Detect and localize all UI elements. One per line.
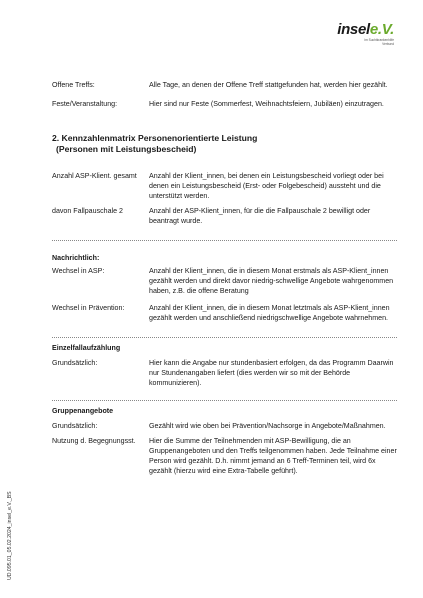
definition-text: Hier die Summe der Teilnehmenden mit ASP-Bewilligung, die an Gruppenangeboten und den Treffs teilgenommen haben. Jede Teilnahme einer Person wird gezählt. D.h. nimmt jemand an 6 Treff-Terminen teil, wird 6x gezählt (hierzu wird eine Extra-Tabelle geführt). — [149, 437, 397, 475]
gruppen-heading: Gruppenangebote — [52, 407, 114, 415]
definition-text: Gezählt wird wie oben bei Prävention/Nachsorge in Angebote/Maßnahmen. — [149, 422, 386, 430]
logo-word-insel: insel — [337, 21, 370, 38]
definition-label: Grundsätzlich: — [52, 422, 98, 430]
definition-row-wechsel-praevention — [52, 303, 397, 323]
nachrichtlich-heading: Nachrichtlich: — [52, 254, 100, 262]
definition-row-begegnungsstaette — [52, 436, 397, 476]
document-body — [52, 80, 397, 476]
document-code-side-text: UD.095.01_05.02.2024_insel_e.V._BS — [7, 491, 13, 580]
definition-row-offene-treffs — [52, 80, 397, 90]
section-2-title-line1: 2. Kennzahlenmatrix Personenorientierte Leistung — [52, 133, 258, 143]
insel-logo — [334, 22, 394, 48]
section-2-title — [52, 133, 397, 155]
definition-row-feste — [52, 99, 397, 109]
definition-label: davon Fallpauschale 2 — [52, 207, 123, 215]
definition-text: Anzahl der Klient_innen, die in diesem Monat letztmals als ASP-Klient_innen gezählt werden und anschließend niedrigschwellige Angebote wahrnehmen. — [149, 304, 390, 322]
definition-row-wechsel-asp — [52, 266, 397, 296]
definition-label: Offene Treffs: — [52, 81, 95, 89]
definition-label: Anzahl ASP-Klient. gesamt — [52, 172, 137, 180]
definition-row-fallpauschale — [52, 206, 397, 226]
logo-subtitle-2: Verbund — [382, 42, 394, 46]
definition-text: Anzahl der Klient_innen, die in diesem Monat erstmals als ASP-Klient_innen gezählt werden und direkt davor niedrig-schwellige Angebote wahrgenommen haben, z.B. die offene Beratung — [149, 267, 394, 295]
logo-word-ev: e.V. — [369, 21, 394, 38]
definition-row-gruppen-grundsaetzlich — [52, 421, 397, 431]
definition-text: Alle Tage, an denen der Offene Treff stattgefunden hat, werden hier gezählt. — [149, 81, 388, 89]
section-2-title-line2: (Personen mit Leistungsbescheid) — [56, 144, 197, 154]
definition-row-einzelfall-grundsaetzlich — [52, 358, 397, 388]
definition-label: Grundsätzlich: — [52, 359, 98, 367]
definition-text: Hier sind nur Feste (Sommerfest, Weihnachtsfeiern, Jubiläen) einzutragen. — [149, 100, 384, 108]
definition-label: Wechsel in ASP: — [52, 267, 105, 275]
definition-label: Wechsel in Prävention: — [52, 304, 125, 312]
definition-text: Anzahl der Klient_innen, bei denen ein Leistungsbescheid vorliegt oder bei denen ein Leistungsbescheid (Erst- oder Folgebescheid) aussteht und die unterstützt werden. — [149, 172, 384, 200]
definition-text: Anzahl der ASP-Klient_innen, für die die Fallpauschale 2 bewilligt oder beantragt wurde. — [149, 207, 371, 225]
definition-row-asp-gesamt — [52, 171, 397, 201]
definition-label: Feste/Veranstaltung: — [52, 100, 118, 108]
einzelfall-heading: Einzelfallaufzählung — [52, 344, 121, 352]
definition-text: Hier kann die Angabe nur stundenbasiert erfolgen, da das Programm Daarwin nur Stundenangaben liefert (dies werden wir so mit der Behörde kommunizieren). — [149, 359, 394, 387]
logo-wordmark — [337, 22, 394, 37]
definition-label: Nutzung d. Begegnungsst. — [52, 437, 136, 445]
logo-subtitle-1: im Suchtkrankenhilfe — [364, 38, 394, 42]
